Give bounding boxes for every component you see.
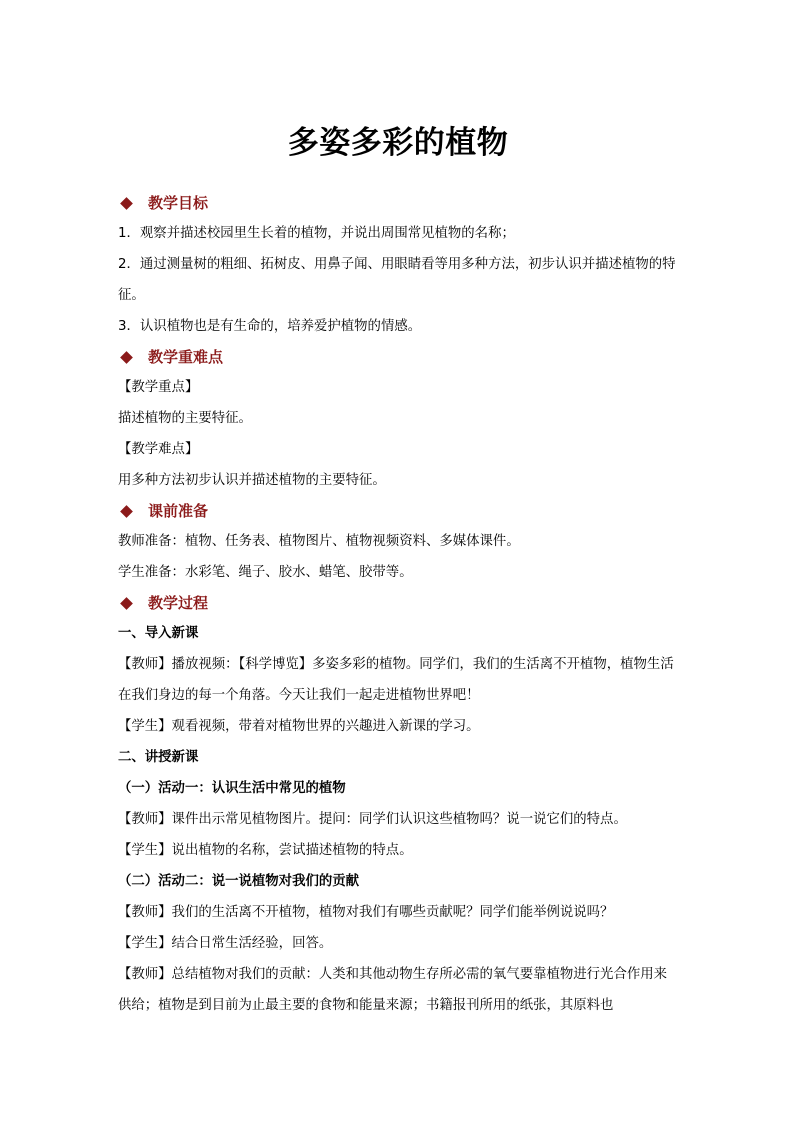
teacher-preparation: 教师准备：植物、任务表、植物图片、植物视频资料、多媒体课件。 [118,534,520,549]
student-preparation: 学生准备：水彩笔、绳子、胶水、蜡笔、胶带等。 [118,565,413,580]
section-heading-text: 课前准备 [148,502,209,520]
objective-item-2: 2．通过测量树的粗细、拓树皮、用鼻子闻、用眼睛看等用多种方法，初步认识并描述植物的特征。 [118,257,676,303]
section-heading-text: 教学过程 [148,594,209,612]
activity2-teacher-summary: 【教师】总结植物对我们的贡献：人类和其他动物生存所必需的氧气要靠植物进行光合作用来供给；植物是到目前为止最主要的食物和能量来源；书籍报刊所用的纸张，其原料也 [118,967,668,1013]
activity2-title: （二）活动二：说一说植物对我们的贡献 [118,874,360,889]
part2-title: 二、讲授新课 [118,750,199,765]
document-title: 多姿多彩的植物 [287,125,509,161]
activity1-teacher: 【教师】课件出示常见植物图片。提问：同学们认识这些植物吗？说一说它们的特点。 [118,812,627,827]
part1-title: 一、导入新课 [118,626,199,641]
section-heading-preparation [118,496,678,526]
diamond-bullet-icon [120,197,133,210]
diamond-bullet-icon [120,505,133,518]
document-content [118,118,678,1021]
section-heading-text: 教学目标 [148,194,209,212]
part1-teacher: 【教师】播放视频：【科学博览】多姿多彩的植物。同学们，我们的生活离不开植物，植物生活在我们身边的每一个角落。今天让我们一起走进植物世界吧！ [118,657,674,703]
focus-label: 【教学重点】 [118,380,199,395]
part1-student: 【学生】观看视频，带着对植物世界的兴趣进入新课的学习。 [118,719,480,734]
objective-item-1: 1．观察并描述校园里生长着的植物，并说出周围常见植物的名称； [118,226,515,241]
activity2-teacher: 【教师】我们的生活离不开植物，植物对我们有哪些贡献呢？同学们能举例说说吗？ [118,905,614,920]
difficulty-label: 【教学难点】 [118,442,199,457]
activity1-student: 【学生】说出植物的名称，尝试描述植物的特点。 [118,843,413,858]
activity2-student: 【学生】结合日常生活经验，回答。 [118,936,333,951]
objective-item-3: 3．认识植物也是有生命的，培养爱护植物的情感。 [118,319,422,334]
section-heading-process [118,588,678,618]
section-heading-key-points [118,342,678,372]
diamond-bullet-icon [120,351,133,364]
diamond-bullet-icon [120,597,133,610]
activity1-title: （一）活动一：认识生活中常见的植物 [118,781,346,796]
difficulty-text: 用多种方法初步认识并描述植物的主要特征。 [118,473,386,488]
focus-text: 描述植物的主要特征。 [118,411,252,426]
section-heading-text: 教学重难点 [148,348,224,366]
section-heading-objectives [118,188,678,218]
